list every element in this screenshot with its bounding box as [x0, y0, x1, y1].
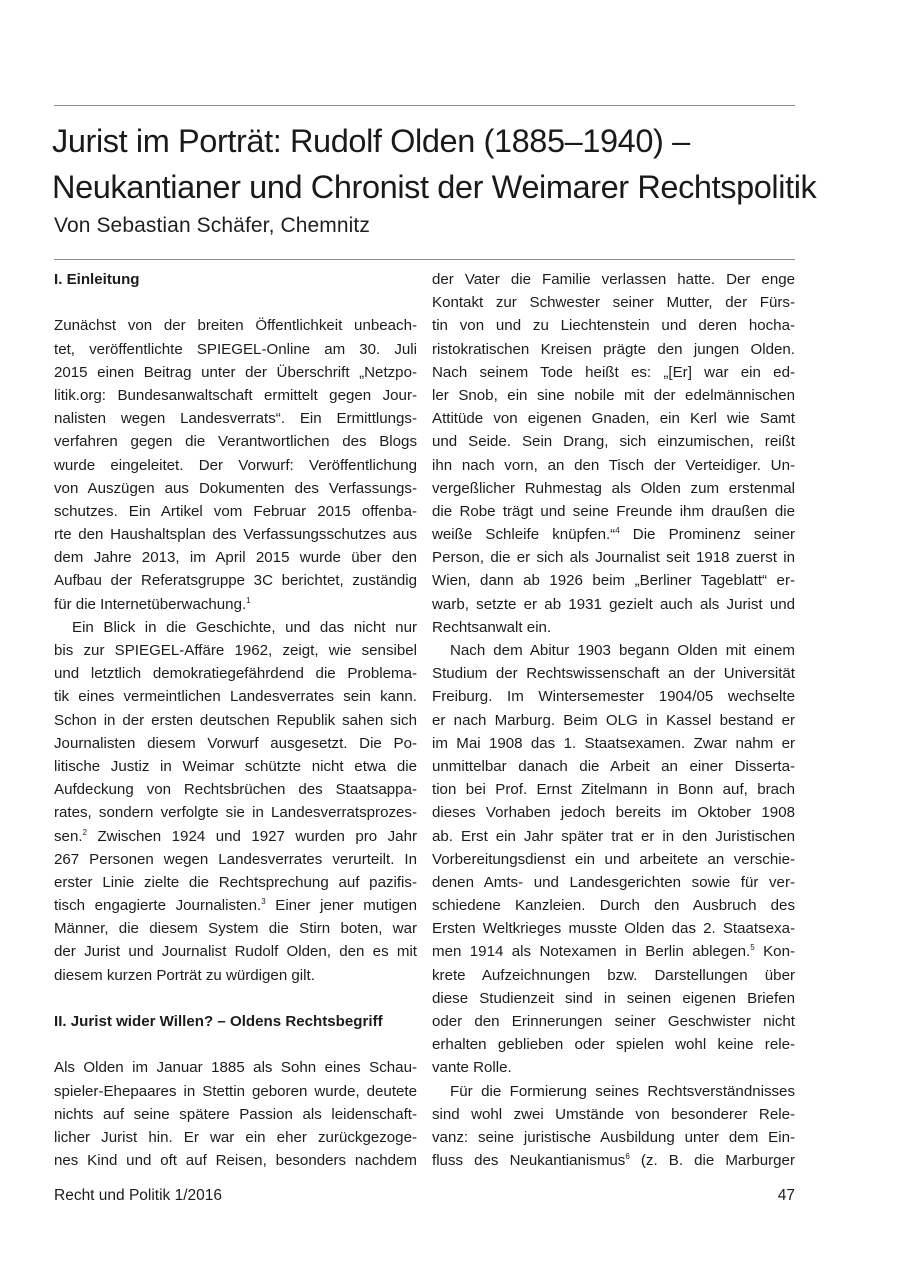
text-line: Ersten Weltkrieges musste Olden das 2. Staatsexa- — [432, 920, 795, 938]
right-column — [432, 268, 795, 1172]
text-line: Person, die er sich als Journalist seit 1918 zuerst in — [432, 549, 795, 567]
text-line: Aufbau der Referatsgruppe 3C berichtet, zuständig — [54, 572, 417, 590]
text-line: Zunächst von der breiten Öffentlichkeit unbeach- — [54, 317, 417, 335]
text-line: Männer, die diesem System die Stirn boten, war — [54, 920, 417, 938]
text-line: men 1914 als Notexamen in Berlin ablegen.$^5$ Kon- — [432, 943, 795, 961]
section-heading-1: I. Einleitung — [54, 271, 140, 288]
text-line: im Mai 1908 das 1. Staatsexamen. Zwar nahm er — [432, 734, 795, 752]
text-line: vante Rolle. — [432, 1059, 512, 1077]
page-number: 47 — [777, 1187, 795, 1204]
text-line: fluss des Neukantianismus$^6$ (z. B. die Marburger — [432, 1152, 795, 1170]
text-line: verfahren gegen die Verantwortlichen des Blogs — [54, 433, 417, 451]
text-line: wurde eingeleitet. Der Vorwurf: Veröffentlichung — [54, 456, 417, 474]
text-line: tet, veröffentlichte SPIEGEL-Online am 30. Juli — [54, 340, 417, 358]
text-line: weiße Schleife knüpfen.“$^4$ Die Prominenz seiner — [432, 526, 796, 544]
text-line: rte den Haushaltsplan des Verfassungsschutzes aus — [54, 526, 417, 544]
text-line: 267 Personen wegen Landesverrates verurteilt. In — [54, 850, 417, 868]
text-line: 2015 einen Beitrag unter der Überschrift „Netzpo- — [54, 363, 417, 381]
paragraph-intro — [54, 314, 417, 615]
text-line: unmittelbar danach die Arbeit an einer Disserta- — [432, 757, 795, 775]
text-line: diese Studienzeit sind in seinen eigenen Briefen — [432, 989, 795, 1007]
text-line: denen Amts- und Landesgerichten sowie für ver- — [432, 873, 795, 891]
paragraph-history — [54, 616, 417, 987]
text-line: Nach seinem Tode heißt es: „[Er] war ein ed- — [432, 363, 795, 381]
paragraph-youth — [432, 268, 795, 639]
text-line: die Robe trägt und seine Freunde ihm draußen die — [432, 502, 795, 520]
text-line: sind wohl zwei Umstände von besonderer Rele- — [432, 1105, 795, 1123]
text-line: bis zur SPIEGEL-Affäre 1962, zeigt, wie sensibel — [54, 642, 417, 659]
text-line: litische Justiz in Weimar schützte nicht etwa die — [54, 757, 417, 775]
text-line: ristokratischen Kreisen prägte den jungen Olden. — [432, 340, 795, 358]
text-line: nichts auf seine spätere Passion als leidenschaft- — [54, 1105, 417, 1123]
text-line: tisch engagierte Journalisten.$^3$ Einer jener mutigen — [54, 897, 417, 915]
footnote-ref-5[interactable]: 5 — [750, 943, 755, 953]
footnote-ref-1[interactable]: 1 — [246, 595, 251, 605]
article-author: Von Sebastian Schäfer, Chemnitz — [54, 214, 370, 237]
article-title — [52, 118, 817, 210]
text-line: Als Olden im Januar 1885 als Sohn eines Schau- — [54, 1059, 417, 1077]
title-line-1: Jurist im Porträt: Rudolf Olden (1885–1940) – — [52, 123, 690, 159]
text-line: er nach Marburg. Beim OLG in Kassel bestand er — [432, 711, 795, 729]
text-line: diesem kurzen Porträt zu würdigen gilt. — [54, 966, 315, 984]
text-line: schiedene Kanzleien. Durch den Ausbruch des — [432, 897, 795, 915]
text-line: rates, sondern verfolgte sie in Landesverratsprozes- — [54, 804, 417, 822]
text-line: Aufdeckung von Rechtsbrüchen des Staatsappa- — [54, 781, 417, 799]
text-line: der Jurist und Journalist Rudolf Olden, den es mit — [54, 943, 417, 961]
paragraph-biography — [54, 1056, 417, 1172]
text-line: Rechtsanwalt ein. — [432, 618, 552, 636]
text-line: ihn nach vorn, an den Tisch der Verteidiger. Un- — [432, 456, 795, 474]
text-line: schutzes. Ein Artikel vom Februar 2015 offenba- — [54, 502, 417, 520]
text-line: Wien, dann ab 1926 beim „Berliner Tageblatt“ er- — [432, 572, 795, 590]
text-line: tin von und zu Liechtenstein und deren hocha- — [432, 317, 795, 335]
text-line: dieses Vorhaben jedoch bereits im Oktober 1908 — [432, 804, 795, 822]
text-line: ab. Erst ein Jahr später trat er in den Juristischen — [432, 827, 795, 845]
text-line: für die Internetüberwachung.$^1$ — [54, 595, 251, 613]
text-line: dem Jahre 2013, im April 2015 wurde über den — [54, 549, 417, 567]
text-line: tion bei Prof. Ernst Zitelmann in Bonn auf, brach — [432, 781, 795, 799]
top-rule — [54, 105, 795, 106]
text-line: oder den Erinnerungen seiner Geschwister nicht — [432, 1013, 795, 1030]
title-line-2: Neukantianer und Chronist der Weimarer Rechtspolitik — [52, 169, 817, 205]
journal-footer: Recht und Politik 1/2016 — [54, 1187, 223, 1204]
text-line: litik.org: Bundesanwaltschaft ermittelt gegen Jour- — [54, 386, 417, 404]
text-line: Ein Blick in die Geschichte, und das nicht nur — [72, 618, 417, 636]
text-line: vanz: seine juristische Ausbildung unter dem Ein- — [432, 1128, 795, 1146]
text-line: Studium der Rechtswissenschaft an der Universität — [432, 665, 795, 683]
text-line: Freiburg. Im Wintersemester 1904/05 wechselte — [432, 688, 795, 706]
text-line: erhalten geblieben oder spielen wohl keine rele- — [432, 1036, 795, 1054]
footnote-ref-4[interactable]: 4 — [615, 526, 620, 536]
footnote-ref-2[interactable]: 2 — [82, 827, 87, 837]
footnote-ref-3[interactable]: 3 — [261, 897, 266, 907]
text-line: krete Aufzeichnungen bzw. Darstellungen über — [432, 966, 795, 984]
text-line: tik eines vermeintlichen Landesverrates sein kann. — [54, 688, 417, 706]
paragraph-studies — [432, 639, 795, 1080]
text-line: und letztlich demokratiegefährdend die Problema- — [54, 665, 417, 683]
text-line: nes Kind und oft auf Reisen, besonders nachdem — [54, 1152, 417, 1170]
text-line: erster Linie zielte die Rechtsprechung auf pazifis- — [54, 873, 417, 891]
text-line: und Seide. Sein Drang, sich einzumischen, reißt — [432, 433, 795, 451]
text-line: der Vater die Familie verlassen hatte. Der enge — [432, 271, 795, 288]
text-line: Für die Formierung seines Rechtsverständnisses — [450, 1082, 795, 1100]
text-line: ler Snob, ein sine nobile mit der edelmännischen — [432, 386, 795, 404]
text-line: Vorbereitungsdienst ein und arbeitete an verschie- — [432, 850, 795, 868]
text-line: Attitüde von eigenen Gnaden, ein Kerl wie Samt — [432, 410, 795, 428]
text-line: sen.$^2$ Zwischen 1924 und 1927 wurden pro Jahr — [54, 827, 417, 845]
text-line: Nach dem Abitur 1903 begann Olden mit einem — [450, 642, 795, 659]
text-line: Journalisten diesem Vorwurf ausgesetzt. Die Po- — [54, 734, 417, 752]
text-line: von Auszügen aus Dokumenten des Verfassungs- — [54, 479, 417, 497]
text-line: nalisten wegen Landesverrats“. Ein Ermittlungs- — [54, 410, 417, 428]
title-rule — [54, 259, 795, 260]
footnote-ref-6[interactable]: 6 — [625, 1152, 630, 1162]
text-line: warb, setzte er ab 1931 gezielt auch als Jurist und — [432, 595, 795, 613]
text-line: spieler-Ehepaares in Stettin geboren wurde, deutete — [54, 1082, 417, 1100]
section-heading-2: II. Jurist wider Willen? – Oldens Rechtsbegriff — [54, 1013, 383, 1030]
left-column — [54, 268, 417, 1172]
paragraph-legal-understanding — [432, 1080, 795, 1173]
text-line: vergeßlicher Ruhmestag als Olden zum erstenmal — [432, 479, 795, 497]
text-line: Kontakt zur Schwester seiner Mutter, der Fürs- — [432, 294, 795, 312]
text-line: licher Jurist hin. Er war ein eher zurückgezoge- — [54, 1128, 417, 1146]
text-line: Schon in der ersten deutschen Republik sahen sich — [54, 711, 417, 729]
